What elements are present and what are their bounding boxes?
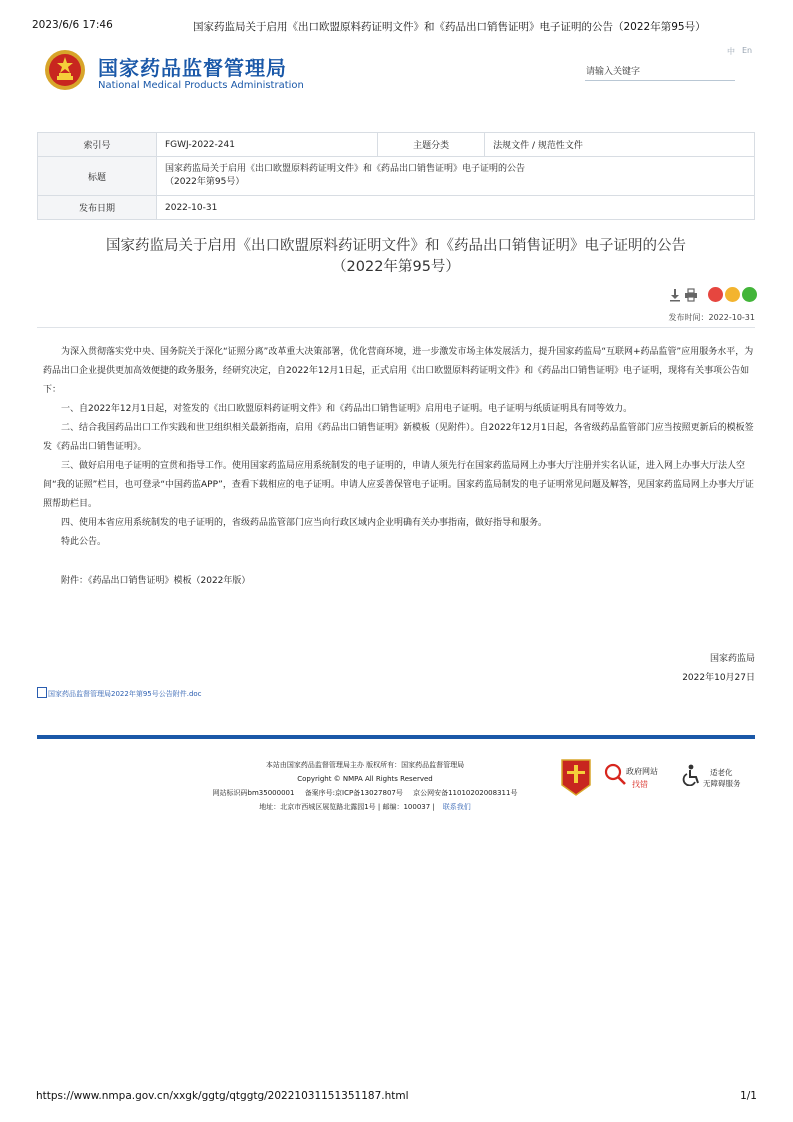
lang-zh-link[interactable]: 中 [727, 47, 735, 56]
footer-info [190, 758, 540, 814]
article-paragraph: 四、使用本省应用系统制发的电子证明的，省级药品监管部门应当向行政区域内企业明确有关办事指南，做好指导和服务。 [61, 518, 548, 528]
date-label: 发布日期 [38, 196, 157, 220]
article-paragraph: 为深入贯彻落实党中央、国务院关于深化“证照分离”改革重大决策部署，优化营商环境，进一步激发市场主体发展活力，提升国家药监局“互联网+药品监管”应用服务水平，为药品出口企业提供更加高效便捷的政务服务，经研究决定，自2022年12月1日起，正式启用《出口欧盟原料药证明文件》和《药品出口销售证明》电子证明，现将有关事项公告如下： [43, 347, 754, 395]
topic-value: 法规文件 / 规范性文件 [485, 133, 755, 157]
search-input[interactable] [585, 64, 735, 81]
signing-organization: 国家药监局 [709, 654, 755, 664]
accessibility-icon[interactable] [682, 764, 702, 786]
contact-us-link[interactable]: 联系我们 [442, 803, 471, 811]
national-emblem-icon[interactable] [44, 49, 86, 91]
gov-find-error-icon[interactable] [603, 762, 627, 786]
footer-site-code: 网站标识码bm35000001 [212, 789, 295, 797]
footer-host: 本站由国家药品监督管理局主办 版权所有：国家药品监督管理局 [265, 761, 465, 769]
footer-copyright: Copyright © NMPA All Rights Reserved [297, 775, 433, 783]
document-icon [37, 687, 47, 698]
date-value: 2022-10-31 [157, 196, 755, 220]
gov-find-sublabel[interactable]: 找错 [632, 780, 648, 789]
print-icon[interactable] [684, 288, 698, 302]
attachment-link[interactable] [37, 687, 202, 699]
print-url: https://www.nmpa.gov.cn/xxgk/ggtg/qtggtg/20221031151351187.html [36, 1090, 409, 1102]
footer-police[interactable]: 京公网安备11010202008311号 [413, 789, 518, 797]
print-page-number: 1/1 [740, 1090, 757, 1102]
article-title [37, 236, 755, 278]
weibo-share-icon[interactable] [708, 287, 723, 302]
site-name[interactable]: 国家药品监督管理局 [98, 56, 287, 80]
gov-find-label[interactable]: 政府网站 [626, 767, 658, 776]
accessibility-label[interactable]: 适老化 [710, 768, 733, 777]
article-paragraph: 一、自2022年12月1日起，对签发的《出口欧盟原料药证明文件》和《药品出口销售证明》启用电子证明。电子证明与纸质证明具有同等效力。 [61, 404, 633, 414]
signing-date: 2022年10月27日 [682, 673, 755, 683]
title-value: 国家药监局关于启用《出口欧盟原料药证明文件》和《药品出口销售证明》电子证明的公告（2022年第95号） [157, 157, 755, 196]
publish-time: 发布时间：2022-10-31 [668, 313, 755, 322]
footer-divider [37, 735, 755, 739]
qzone-share-icon[interactable] [725, 287, 740, 302]
title-label: 标题 [38, 157, 157, 196]
article-body [43, 343, 755, 552]
footer-address-line [190, 800, 540, 814]
footer-address: 地址：北京市西城区展览路北露园1号 | 邮编：100037 | [259, 803, 435, 811]
article-title-line2: （2022年第95号） [332, 259, 460, 275]
site-name-en[interactable]: National Medical Products Administration [98, 80, 304, 91]
print-page-title: 国家药监局关于启用《出口欧盟原料药证明文件》和《药品出口销售证明》电子证明的公告（2022年第95号） [193, 21, 706, 33]
topic-label: 主题分类 [378, 133, 485, 157]
party-government-badge-icon[interactable] [556, 757, 596, 797]
download-icon[interactable] [668, 288, 682, 302]
attachment-link-text[interactable]: 国家药品监督管理局2022年第95号公告附件.doc [48, 690, 202, 698]
document-meta-table [37, 132, 755, 220]
print-datetime: 2023/6/6 17:46 [32, 19, 113, 31]
index-label: 索引号 [38, 133, 157, 157]
article-paragraph: 特此公告。 [61, 537, 107, 547]
wechat-share-icon[interactable] [742, 287, 757, 302]
lang-en-link[interactable]: En [742, 46, 753, 55]
divider [37, 327, 755, 328]
article-paragraph: 二、结合我国药品出口工作实践和世卫组织相关最新指南，启用《药品出口销售证明》新模板（见附件）。自2022年12月1日起，各省级药品监管部门应当按照更新后的模板签发《药品出口销售证明》。 [43, 423, 754, 452]
index-value: FGWJ-2022-241 [157, 133, 378, 157]
footer-icp[interactable]: 备案序号:京ICP备13027807号 [304, 789, 403, 797]
article-paragraph: 三、做好启用电子证明的宣贯和指导工作。使用国家药监局应用系统制发的电子证明的，申请人须先行在国家药监局网上办事大厅注册并实名认证，进入网上办事大厅法人空间“我的证照”栏目，也可登录“中国药监APP”，查看下载相应的电子证明。申请人应妥善保管电子证明。国家药监局制发的电子证明常见问题及解答，见国家药监局网上办事大厅证照帮助栏目。 [43, 461, 754, 509]
footer-registration [190, 786, 540, 800]
accessibility-sublabel[interactable]: 无障碍服务 [703, 779, 741, 788]
article-title-line1: 国家药监局关于启用《出口欧盟原料药证明文件》和《药品出口销售证明》电子证明的公告 [106, 238, 686, 254]
attachment-note: 附件：《药品出口销售证明》模板（2022年版） [61, 576, 251, 586]
